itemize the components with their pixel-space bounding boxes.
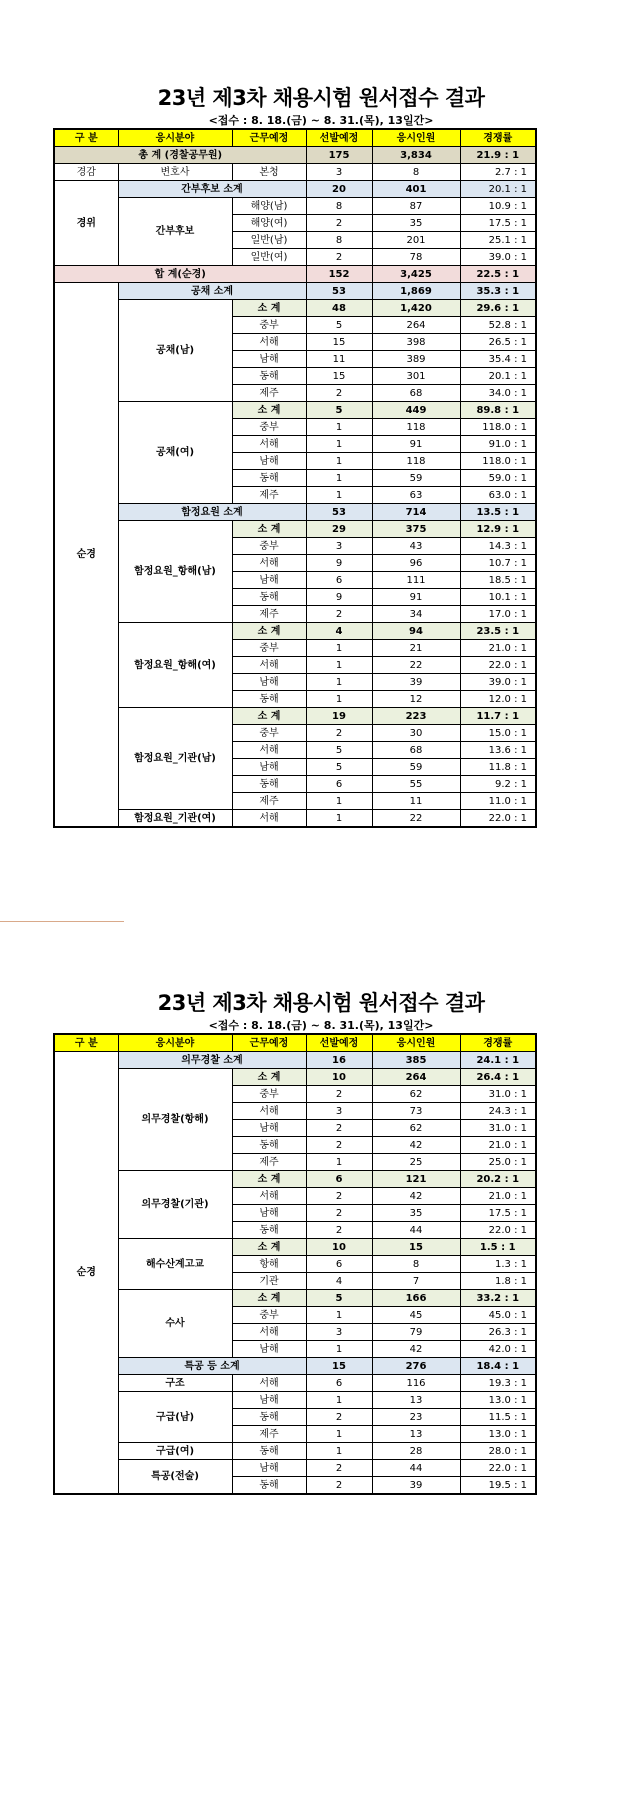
subtotal-row: 의무경찰(항해) 소 계 10 264 26.4 : 1	[54, 1069, 536, 1086]
table-row: 제주 1 63 63.0 : 1	[54, 487, 536, 504]
table-row: 동해 2 23 11.5 : 1	[54, 1409, 536, 1426]
subtotal-row: 순경 공채 소계 53 1,869 35.3 : 1	[54, 283, 536, 300]
table-row: 구조 서해 6 116 19.3 : 1	[54, 1375, 536, 1392]
table-row: 제주 1 25 25.0 : 1	[54, 1154, 536, 1171]
table-row: 해양(여) 2 35 17.5 : 1	[54, 215, 536, 232]
subtotal-row: 함정요원_항해(남) 소 계 29 375 12.9 : 1	[54, 521, 536, 538]
table-row: 동해 2 44 22.0 : 1	[54, 1222, 536, 1239]
table-row: 중부 2 62 31.0 : 1	[54, 1086, 536, 1103]
table-row: 중부 5 264 52.8 : 1	[54, 317, 536, 334]
table-row: 남해 1 39 39.0 : 1	[54, 674, 536, 691]
table-row: 동해 15 301 20.1 : 1	[54, 368, 536, 385]
table-row: 제주 1 11 11.0 : 1	[54, 793, 536, 810]
table-row: 남해 1 118 118.0 : 1	[54, 453, 536, 470]
table-header-row	[54, 1034, 536, 1052]
table-row: 간부후보 해양(남) 8 87 10.9 : 1	[54, 198, 536, 215]
sum-row: 합 계(순경) 152 3,425 22.5 : 1	[54, 266, 536, 283]
subtotal-row: 순경 의무경찰 소계 16 385 24.1 : 1	[54, 1052, 536, 1069]
subtotal-row: 공채(남) 소 계 48 1,420 29.6 : 1	[54, 300, 536, 317]
header-category: 구 분	[54, 1034, 118, 1052]
header-field: 응시분야	[118, 1034, 232, 1052]
table-row: 남해 5 59 11.8 : 1	[54, 759, 536, 776]
page-title-2: 23년 제3차 채용시험 원서접수 결과	[157, 991, 485, 1015]
table-row: 일반(여) 2 78 39.0 : 1	[54, 249, 536, 266]
table-row: 구급(여) 동해 1 28 28.0 : 1	[54, 1443, 536, 1460]
header-ratio: 경쟁률	[460, 1034, 536, 1052]
table-row: 서해 1 22 22.0 : 1	[54, 657, 536, 674]
table-row: 항해 6 8 1.3 : 1	[54, 1256, 536, 1273]
subtotal-row: 공채(여) 소 계 5 449 89.8 : 1	[54, 402, 536, 419]
table-row: 중부 1 45 45.0 : 1	[54, 1307, 536, 1324]
table-row: 서해 5 68 13.6 : 1	[54, 742, 536, 759]
results-table-1	[53, 128, 537, 828]
table-row: 남해 6 111 18.5 : 1	[54, 572, 536, 589]
table-row: 제주 2 68 34.0 : 1	[54, 385, 536, 402]
subtotal-row: 해수산계고교 소 계 10 15 1.5 : 1	[54, 1239, 536, 1256]
header-selection: 선발예정	[306, 1034, 372, 1052]
table-row: 중부 2 30 15.0 : 1	[54, 725, 536, 742]
header-applicants: 응시인원	[372, 129, 460, 147]
header-applicants: 응시인원	[372, 1034, 460, 1052]
table-row: 남해 2 62 31.0 : 1	[54, 1120, 536, 1137]
table-row: 동해 1 12 12.0 : 1	[54, 691, 536, 708]
table-row: 서해 1 91 91.0 : 1	[54, 436, 536, 453]
subtotal-row: 경위 간부후보 소계 20 401 20.1 : 1	[54, 181, 536, 198]
table-row: 함정요원_기관(여) 서해 1 22 22.0 : 1	[54, 810, 536, 828]
subtotal-row: 함정요원_기관(남) 소 계 19 223 11.7 : 1	[54, 708, 536, 725]
header-field: 응시분야	[118, 129, 232, 147]
table-row: 경감 변호사 본청 3 8 2.7 : 1	[54, 164, 536, 181]
page-title: 23년 제3차 채용시험 원서접수 결과	[157, 86, 485, 110]
subtotal-row: 함정요원 소계 53 714 13.5 : 1	[54, 504, 536, 521]
page-subtitle-2: <접수 : 8. 18.(금) ~ 8. 31.(목), 13일간>	[208, 1019, 434, 1032]
header-place: 근무예정	[232, 129, 306, 147]
table-row: 서해 15 398 26.5 : 1	[54, 334, 536, 351]
table-row: 서해 2 42 21.0 : 1	[54, 1188, 536, 1205]
subtotal-row: 함정요원_항해(여) 소 계 4 94 23.5 : 1	[54, 623, 536, 640]
table-row: 특공(전술) 남해 2 44 22.0 : 1	[54, 1460, 536, 1477]
subtotal-row: 특공 등 소계 15 276 18.4 : 1	[54, 1358, 536, 1375]
divider-line	[0, 921, 124, 922]
grand-total-row: 총 계 (경찰공무원) 175 3,834 21.9 : 1	[54, 147, 536, 164]
table-row: 중부 3 43 14.3 : 1	[54, 538, 536, 555]
table-row: 서해 3 79 26.3 : 1	[54, 1324, 536, 1341]
page-subtitle: <접수 : 8. 18.(금) ~ 8. 31.(목), 13일간>	[208, 114, 434, 127]
results-table-2	[53, 1033, 537, 1495]
header-category: 구 분	[54, 129, 118, 147]
table-row: 중부 1 118 118.0 : 1	[54, 419, 536, 436]
table-row: 제주 2 34 17.0 : 1	[54, 606, 536, 623]
table-row: 구급(남) 남해 1 13 13.0 : 1	[54, 1392, 536, 1409]
subtotal-row: 의무경찰(기관) 소 계 6 121 20.2 : 1	[54, 1171, 536, 1188]
header-place: 근무예정	[232, 1034, 306, 1052]
table-row: 동해 6 55 9.2 : 1	[54, 776, 536, 793]
table-row: 제주 1 13 13.0 : 1	[54, 1426, 536, 1443]
table-row: 동해 1 59 59.0 : 1	[54, 470, 536, 487]
table-row: 동해 9 91 10.1 : 1	[54, 589, 536, 606]
header-selection: 선발예정	[306, 129, 372, 147]
table-row: 기관 4 7 1.8 : 1	[54, 1273, 536, 1290]
table-row: 서해 3 73 24.3 : 1	[54, 1103, 536, 1120]
table-header-row	[54, 129, 536, 147]
header-ratio: 경쟁률	[460, 129, 536, 147]
table-row: 중부 1 21 21.0 : 1	[54, 640, 536, 657]
table-row: 남해 1 42 42.0 : 1	[54, 1341, 536, 1358]
table-row: 남해 11 389 35.4 : 1	[54, 351, 536, 368]
table-row: 서해 9 96 10.7 : 1	[54, 555, 536, 572]
table-row: 동해 2 42 21.0 : 1	[54, 1137, 536, 1154]
table-row: 남해 2 35 17.5 : 1	[54, 1205, 536, 1222]
subtotal-row: 수사 소 계 5 166 33.2 : 1	[54, 1290, 536, 1307]
table-row: 일반(남) 8 201 25.1 : 1	[54, 232, 536, 249]
table-row: 동해 2 39 19.5 : 1	[54, 1477, 536, 1495]
